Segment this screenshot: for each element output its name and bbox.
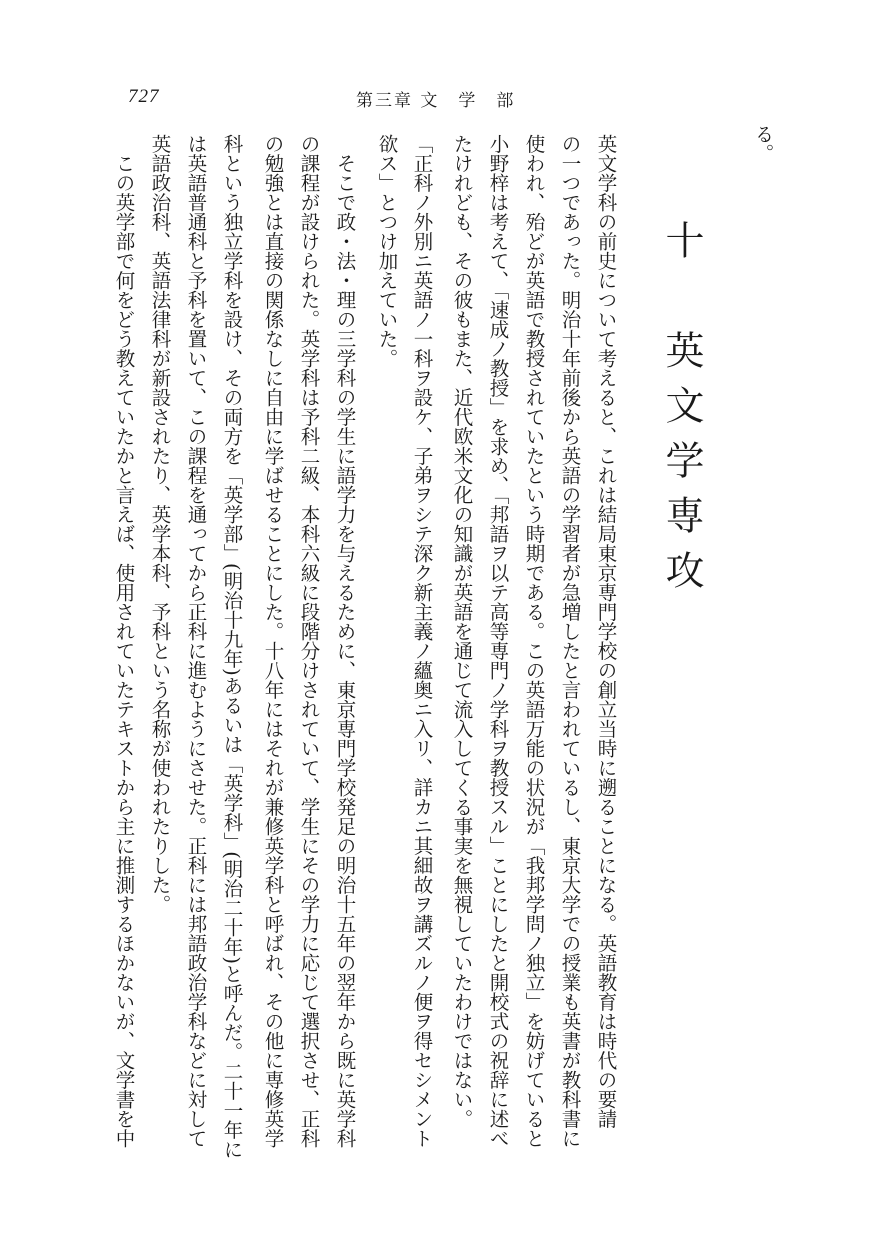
text-column: 英文学科の前史について考えると、これは結局東京専門学校の創立当時に遡ることになる。英語教育は時代の要請 bbox=[594, 134, 618, 1129]
text-column: 「正科ノ外別ニ英語ノ一科ヲ設ケ、子弟ヲシテ深ク新主義ノ蘊奥ニ入リ、詳カニ其細故ヲ講ズルノ便ヲ得セシメント bbox=[410, 134, 434, 1148]
text-column: 欲ス」とつけ加えていた。 bbox=[375, 134, 399, 368]
running-head: 第三章 文 学 部 bbox=[356, 91, 516, 111]
text-column: の一つであった。明治十年前後から英語の学習者が急増したと言われているし、東京大学での授業も英書が教科書に bbox=[558, 134, 582, 1148]
text-column: そこで政・法・理の三学科の学生に語学力を与えるために、東京専門学校発足の明治十五年の翌年から既に英学科 bbox=[333, 134, 357, 1148]
section-title: 十 英文学専攻 bbox=[659, 220, 704, 605]
text-column: 科という独立学科を設け、その両方を「英学部」(明治十九年)あるいは「英学科」(明治二十年)と呼んだ。二十一年に bbox=[220, 134, 244, 1159]
text-column: この英学部で何をどう教えていたかと言えば、使用されていたテキストから主に推測するほかないが、文学書を中 bbox=[112, 134, 136, 1148]
text-column: る。 bbox=[751, 124, 775, 163]
text-column: は英語普通科と予科を置いて、この課程を通ってから正科に進むようにさせた。正科には邦語政治学科などに対して bbox=[184, 134, 208, 1148]
text-column: 使われ、殆どが英語で教授されていたという時期である。この英語万能の状況が「我邦学問ノ独立」を妨げていると bbox=[522, 134, 546, 1148]
text-column: 小野梓は考えて、「速成ノ教授」を求め、「邦語ヲ以テ高等専門ノ学科ヲ教授スル」ことにしたと開校式の祝辞に述べ bbox=[486, 134, 510, 1148]
text-column: 英語政治科、英語法律科が新設されたり、英学本科、予科という名称が使われたりした。 bbox=[148, 134, 172, 914]
text-column: の課程が設けられた。英学科は予科二級、本科六級に段階分けされていて、学生にその学力に応じて選択させ、正科 bbox=[297, 134, 321, 1148]
page-number: 727 bbox=[128, 86, 160, 107]
text-column: の勉強とは直接の関係なしに自由に学ばせることにした。十八年にはそれが兼修英学科と呼ばれ、その他に専修英学 bbox=[261, 134, 285, 1148]
text-column: たけれども、その彼もまた、近代欧米文化の知識が英語を通じて流入してくる事実を無視していたわけではない。 bbox=[450, 134, 474, 1129]
